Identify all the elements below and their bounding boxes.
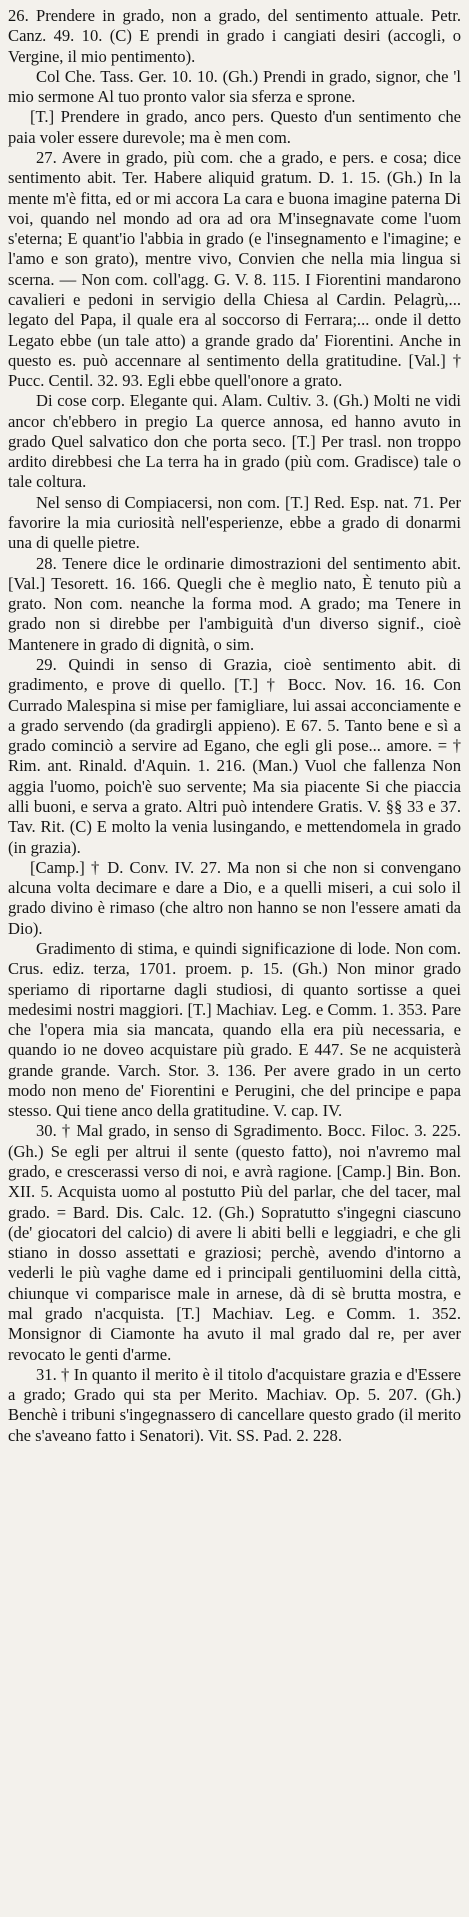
entry-27-compiacersi: Nel senso di Compiacersi, non com. [T.] Red. Esp. nat. 71. Per favorire la mia curiosità nell'esperienze, ebbe a grado di donarmi una di quelle pietre.: [8, 492, 461, 553]
entry-26: 26. Prendere in grado, non a grado, del sentimento attuale. Petr. Canz. 49. 10. (C) E prendi in grado i cangiati desiri (accogli, o Vergine, il mio pentimento).: [8, 6, 461, 66]
entry-29-conv: [Camp.] † D. Conv. IV. 27. Ma non si che non si convengano alcuna volta decimare e dare a Dio, e a quelli miseri, a cui solo il grado divino è rimaso (che altro non hanno se non l'essere amati da Dio).: [8, 857, 461, 938]
entry-29-gradimento: Gradimento di stima, e quindi significazione di lode. Non com. Crus. ediz. terza, 1701. proem. p. 15. (Gh.) Non minor grado speriamo di riportarne dagli studiosi, di quanto sortisse a quei medesimi nostri maggiori. [T.] Machiav. Leg. e Comm. 1. 353. Pare che l'opera mia sia mancata, quando ella era più necessaria, e quando io ne doveo acquistare più grado. E 447. Se ne acquisterà grande grande. Varch. Stor. 3. 136. Per avere grado in un certo modo non meno de' Fiorentini e Perugini, che del principe e papa stesso. Qui tiene anco della gratitudine. V. cap. IV.: [8, 938, 461, 1121]
entry-26-col-che: Col Che. Tass. Ger. 10. 10. (Gh.) Prendi in grado, signor, che 'l mio sermone Al tuo pronto valor sia sferza e sprone.: [8, 66, 461, 107]
entry-29: 29. Quindi in senso di Grazia, cioè sentimento abit. di gradimento, e prove di quello. [T.] † Bocc. Nov. 16. 16. Con Currado Malespina si mise per famigliare, lui assai acconciamente e a grado servendo (da gradirgli appieno). E 67. 5. Tanto bene e sì a grado cominciò a servire ad Egano, che egli gli pose... amore. = † Rim. ant. Rinald. d'Aquin. 1. 216. (Man.) Vuol che fallenza Non aggia l'uomo, poich'è suo servente; Ma sia piacente Si che piaccia alli buoni, e serva a grato. Altri può intendere Gratis. V. §§ 33 e 37. Tav. Rit. (C) E molto la venia lusingando, e mettendomela in grado (in grazia).: [8, 655, 461, 857]
entry-27: 27. Avere in grado, più com. che a grado, e pers. e cosa; dice sentimento abit. Ter. Habere aliquid gratum. D. 1. 15. (Gh.) In la mente m'è fitta, ed or mi accora La cara e buona imagine paterna Di voi, quando nel mondo ad ora ad ora M'insegnavate come l'uom s'eterna; E quant'io l'abbia in grado (e l'insegnamento e l'imagine; e l'amo e son grato), mentre vivo, Convien che nella mia lingua si scerna. — Non com. coll'agg. G. V. 8. 115. I Fiorentini mandarono cavalieri e pedoni in servigio della Chiesa al Cardin. Pelagrù,... legato del Papa, il quale era al soccorso di Ferrara;... onde il detto Legato ebbe (un tale atto) a grande grado da' Fiorentini. Anche in questo es. può accennare al sentimento della gratitudine. [Val.] † Pucc. Centil. 32. 93. Egli ebbe quell'onore a grato.: [8, 147, 461, 391]
entry-28: 28. Tenere dice le ordinarie dimostrazioni del sentimento abit. [Val.] Tesorett. 16. 166. Quegli che è meglio nato, È tenuto più a grato. Non com. neanche la forma mod. A grado; ma Tenere in grado non si direbbe per l'ambiguità d'un diverso signif., cioè Mantenere in grado di dignità, o sim.: [8, 553, 461, 654]
entry-26-anco-pers: [T.] Prendere in grado, anco pers. Questo d'un sentimento che paia voler essere durevole; ma è men com.: [8, 107, 461, 147]
entry-27-cose-corp: Di cose corp. Elegante qui. Alam. Cultiv. 3. (Gh.) Molti ne vidi ancor ch'ebbero in pregio La querce annosa, ed hanno avuto in grado Quel salvatico don che porta seco. [T.] Per trasl. non troppo ardito direbbesi che La terra ha in grado (più com. Gradisce) tale o tale coltura.: [8, 391, 461, 492]
entry-31: 31. † In quanto il merito è il titolo d'acquistare grazia e d'Essere a grado; Grado qui sta per Merito. Machiav. Op. 5. 207. (Gh.) Benchè i tribuni s'ingegnassero di cancellare questo grado (il merito che s'aveano fatto i Senatori). Vit. SS. Pad. 2. 228.: [8, 1364, 461, 1445]
entry-30: 30. † Mal grado, in senso di Sgradimento. Bocc. Filoc. 3. 225. (Gh.) Se egli per altrui il sente (questo fatto), noi n'avremo mal grado, e crescerassi verso di noi, e avrà ragione. [Camp.] Bin. Bon. XII. 5. Acquista uomo al postutto Più del parlar, che del tacer, mal grado. = Bard. Dis. Calc. 12. (Gh.) Sopratutto s'ingegni ciascuno (de' giocatori del calcio) di avere li abiti belli e leggiadri, e che gli stiano in dosso assettati e graziosi; perchè, avendo d'intorno a vederli le più vaghe dame ed i principali gentiluomini della città, chiunque vi comparisce male in arnese, dà di sè brutta mostra, e mal grado n'acquista. [T.] Machiav. Leg. e Comm. 1. 352. Monsignor di Ciamonte ha avuto il mal grado dal re, per aver revocato le genti d'arme.: [8, 1121, 461, 1364]
